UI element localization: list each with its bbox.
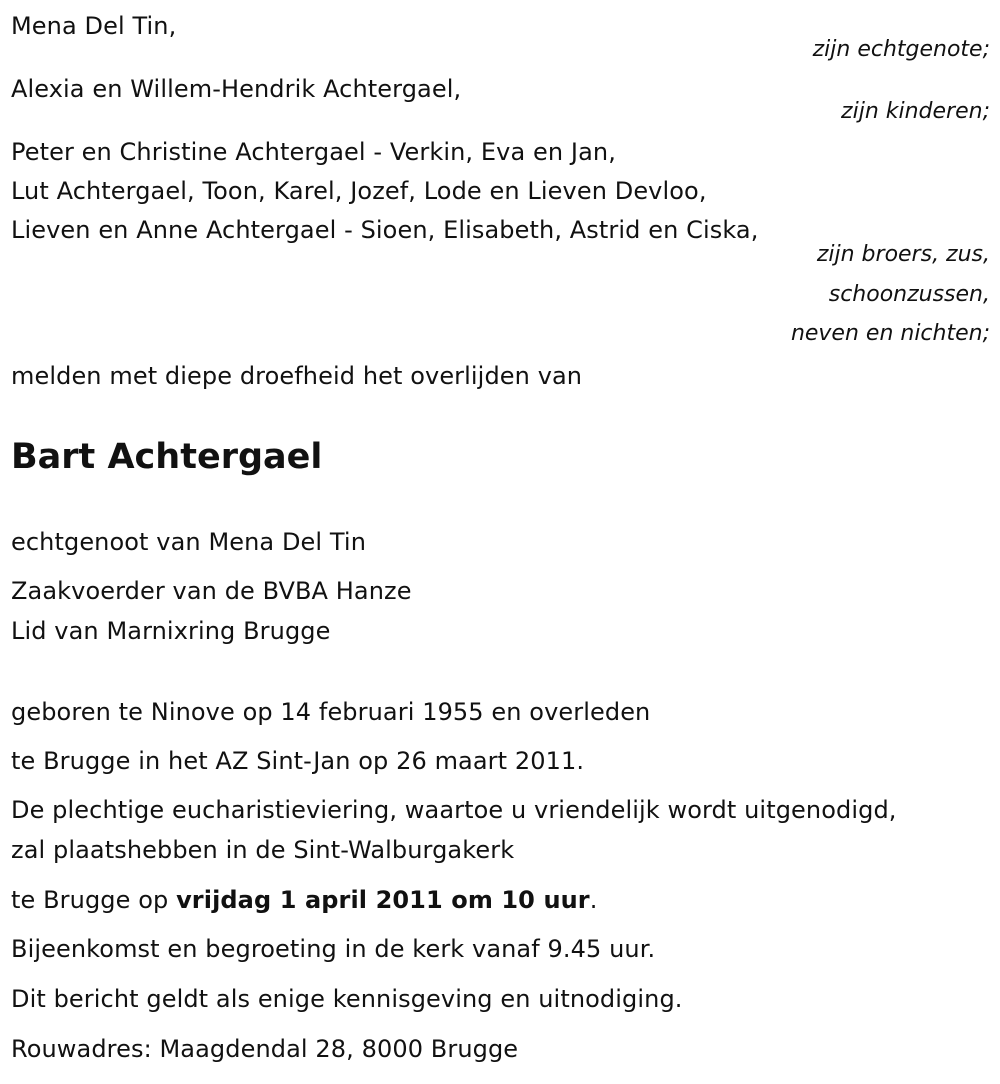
service-date: vrijdag 1 april 2011 om 10 uur: [176, 886, 590, 914]
children-role: zijn kinderen;: [841, 99, 990, 124]
address: Rouwadres: Maagdendal 28, 8000 Brugge: [11, 1035, 519, 1063]
siblings-line-2: Lut Achtergael, Toon, Karel, Jozef, Lode en Lieven Devloo,: [11, 177, 707, 205]
born-line: geboren te Ninove op 14 februari 1955 en overleden: [11, 698, 651, 726]
spouse-of: echtgenoot van Mena Del Tin: [11, 528, 367, 556]
service-line-2: zal plaatshebben in de Sint-Walburgakerk: [11, 836, 515, 864]
siblings-line-1: Peter en Christine Achtergael - Verkin, Eva en Jan,: [11, 138, 616, 166]
gathering: Bijeenkomst en begroeting in de kerk vanaf 9.45 uur.: [11, 935, 656, 963]
occupation: Zaakvoerder van de BVBA Hanze: [11, 577, 412, 605]
service-date-prefix: te Brugge op: [11, 886, 177, 914]
announcement: melden met diepe droefheid het overlijden van: [11, 362, 583, 390]
siblings-role-2: schoonzussen,: [828, 282, 990, 307]
deceased-name: Bart Achtergael: [11, 437, 323, 477]
siblings-role-3: neven en nichten;: [790, 321, 990, 346]
spouse-line: Mena Del Tin,: [11, 12, 177, 40]
service-line-1: De plechtige eucharistieviering, waartoe u vriendelijk wordt uitgenodigd,: [11, 796, 897, 824]
notice: Dit bericht geldt als enige kennisgeving en uitnodiging.: [11, 985, 683, 1013]
spouse-role: zijn echtgenote;: [812, 37, 990, 62]
service-line-3: [11, 886, 597, 914]
service-date-suffix: .: [589, 886, 598, 914]
siblings-line-3: Lieven en Anne Achtergael - Sioen, Elisabeth, Astrid en Ciska,: [11, 216, 759, 244]
died-line: te Brugge in het AZ Sint-Jan op 26 maart 2011.: [11, 747, 585, 775]
siblings-role-1: zijn broers, zus,: [816, 242, 990, 267]
children-line: Alexia en Willem-Hendrik Achtergael,: [11, 75, 462, 103]
membership: Lid van Marnixring Brugge: [11, 617, 331, 645]
